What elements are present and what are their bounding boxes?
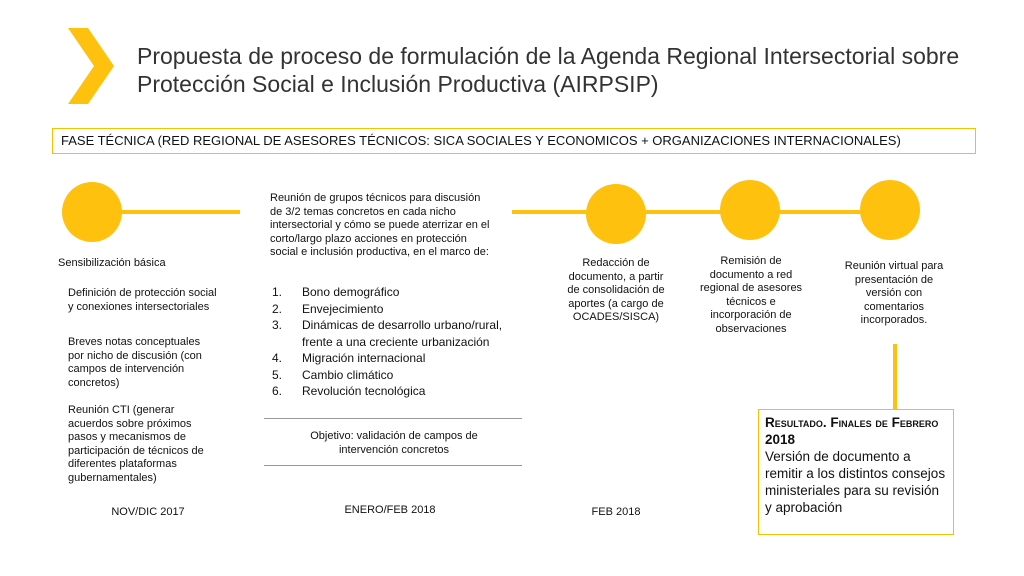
chevron-icon bbox=[68, 28, 114, 104]
node-4-label: Remisión de documento a red regional de asesores técnicos e incorporación de observaciones bbox=[699, 255, 803, 335]
timeline-node-1 bbox=[62, 182, 122, 242]
result-connector bbox=[893, 344, 897, 410]
result-text: Versión de documento a remitir a los distintos consejos ministeriales para su revisión y aprobación bbox=[765, 449, 946, 515]
objective-text: Objetivo: validación de campos de intervención concretos bbox=[310, 430, 478, 456]
node-1-item: Breves notas conceptuales por nicho de discusión (con campos de intervención concretos) bbox=[68, 336, 202, 389]
list-item: 1. Bono demográfico bbox=[272, 285, 400, 299]
date-label-2: ENERO/FEB 2018 bbox=[344, 504, 436, 516]
timeline-connector-4 bbox=[778, 210, 864, 214]
node-1-item: Reunión CTI (generar acuerdos sobre próximos pasos y mecanismos de participación de técnicos de diferentes plataformas gubernamentales) bbox=[68, 404, 204, 484]
page-title: Propuesta de proceso de formulación de la Agenda Regional Intersectorial sobre Protección Social e Inclusión Productiva (AIRPSIP) bbox=[137, 43, 960, 97]
date-label-3: FEB 2018 bbox=[591, 506, 641, 518]
divider bbox=[264, 465, 522, 466]
timeline-node-3 bbox=[586, 184, 646, 244]
list-item: 4. Migración internacional bbox=[272, 351, 426, 365]
result-heading: Resultado. Finales de Febrero 2018 bbox=[765, 415, 939, 447]
node-3-label: Redacción de documento, a partir de consolidación de aportes (a cargo de OCADES/SISCA) bbox=[567, 257, 665, 323]
timeline-connector-1 bbox=[120, 210, 240, 214]
timeline-connector-2 bbox=[512, 210, 592, 214]
list-item: 3. Dinámicas de desarrollo urbano/rural, frente a una creciente urbanización bbox=[272, 318, 503, 349]
node-5-label: Reunión virtual para presentación de versión con comentarios incorporados. bbox=[844, 260, 944, 326]
timeline-node-4 bbox=[720, 180, 780, 240]
topic-list bbox=[272, 284, 512, 400]
result-box bbox=[758, 409, 954, 535]
node-1-item: Definición de protección social y conexiones intersectoriales bbox=[68, 287, 217, 313]
node-2-intro: Reunión de grupos técnicos para discusión de 3/2 temas concretos en cada nicho intersectorial y cómo se puede aterrizar en el corto/largo plazo acciones en protección social e inclusión productiva, en el marco de: bbox=[270, 192, 490, 258]
node-1-label: Sensibilización básica bbox=[58, 257, 166, 269]
list-item: 5. Cambio climático bbox=[272, 367, 394, 382]
list-item: 2. Envejecimiento bbox=[272, 301, 384, 316]
timeline-node-5 bbox=[860, 180, 920, 240]
divider bbox=[264, 418, 522, 419]
timeline-connector-3 bbox=[644, 210, 724, 214]
list-item: 6. Revolución tecnológica bbox=[272, 384, 426, 398]
phase-banner: FASE TÉCNICA (RED REGIONAL DE ASESORES TÉCNICOS: SICA SOCIALES Y ECONOMICOS + ORGANIZACIONES INTERNACIONALES) bbox=[52, 128, 976, 154]
date-label-1: NOV/DIC 2017 bbox=[111, 506, 185, 518]
